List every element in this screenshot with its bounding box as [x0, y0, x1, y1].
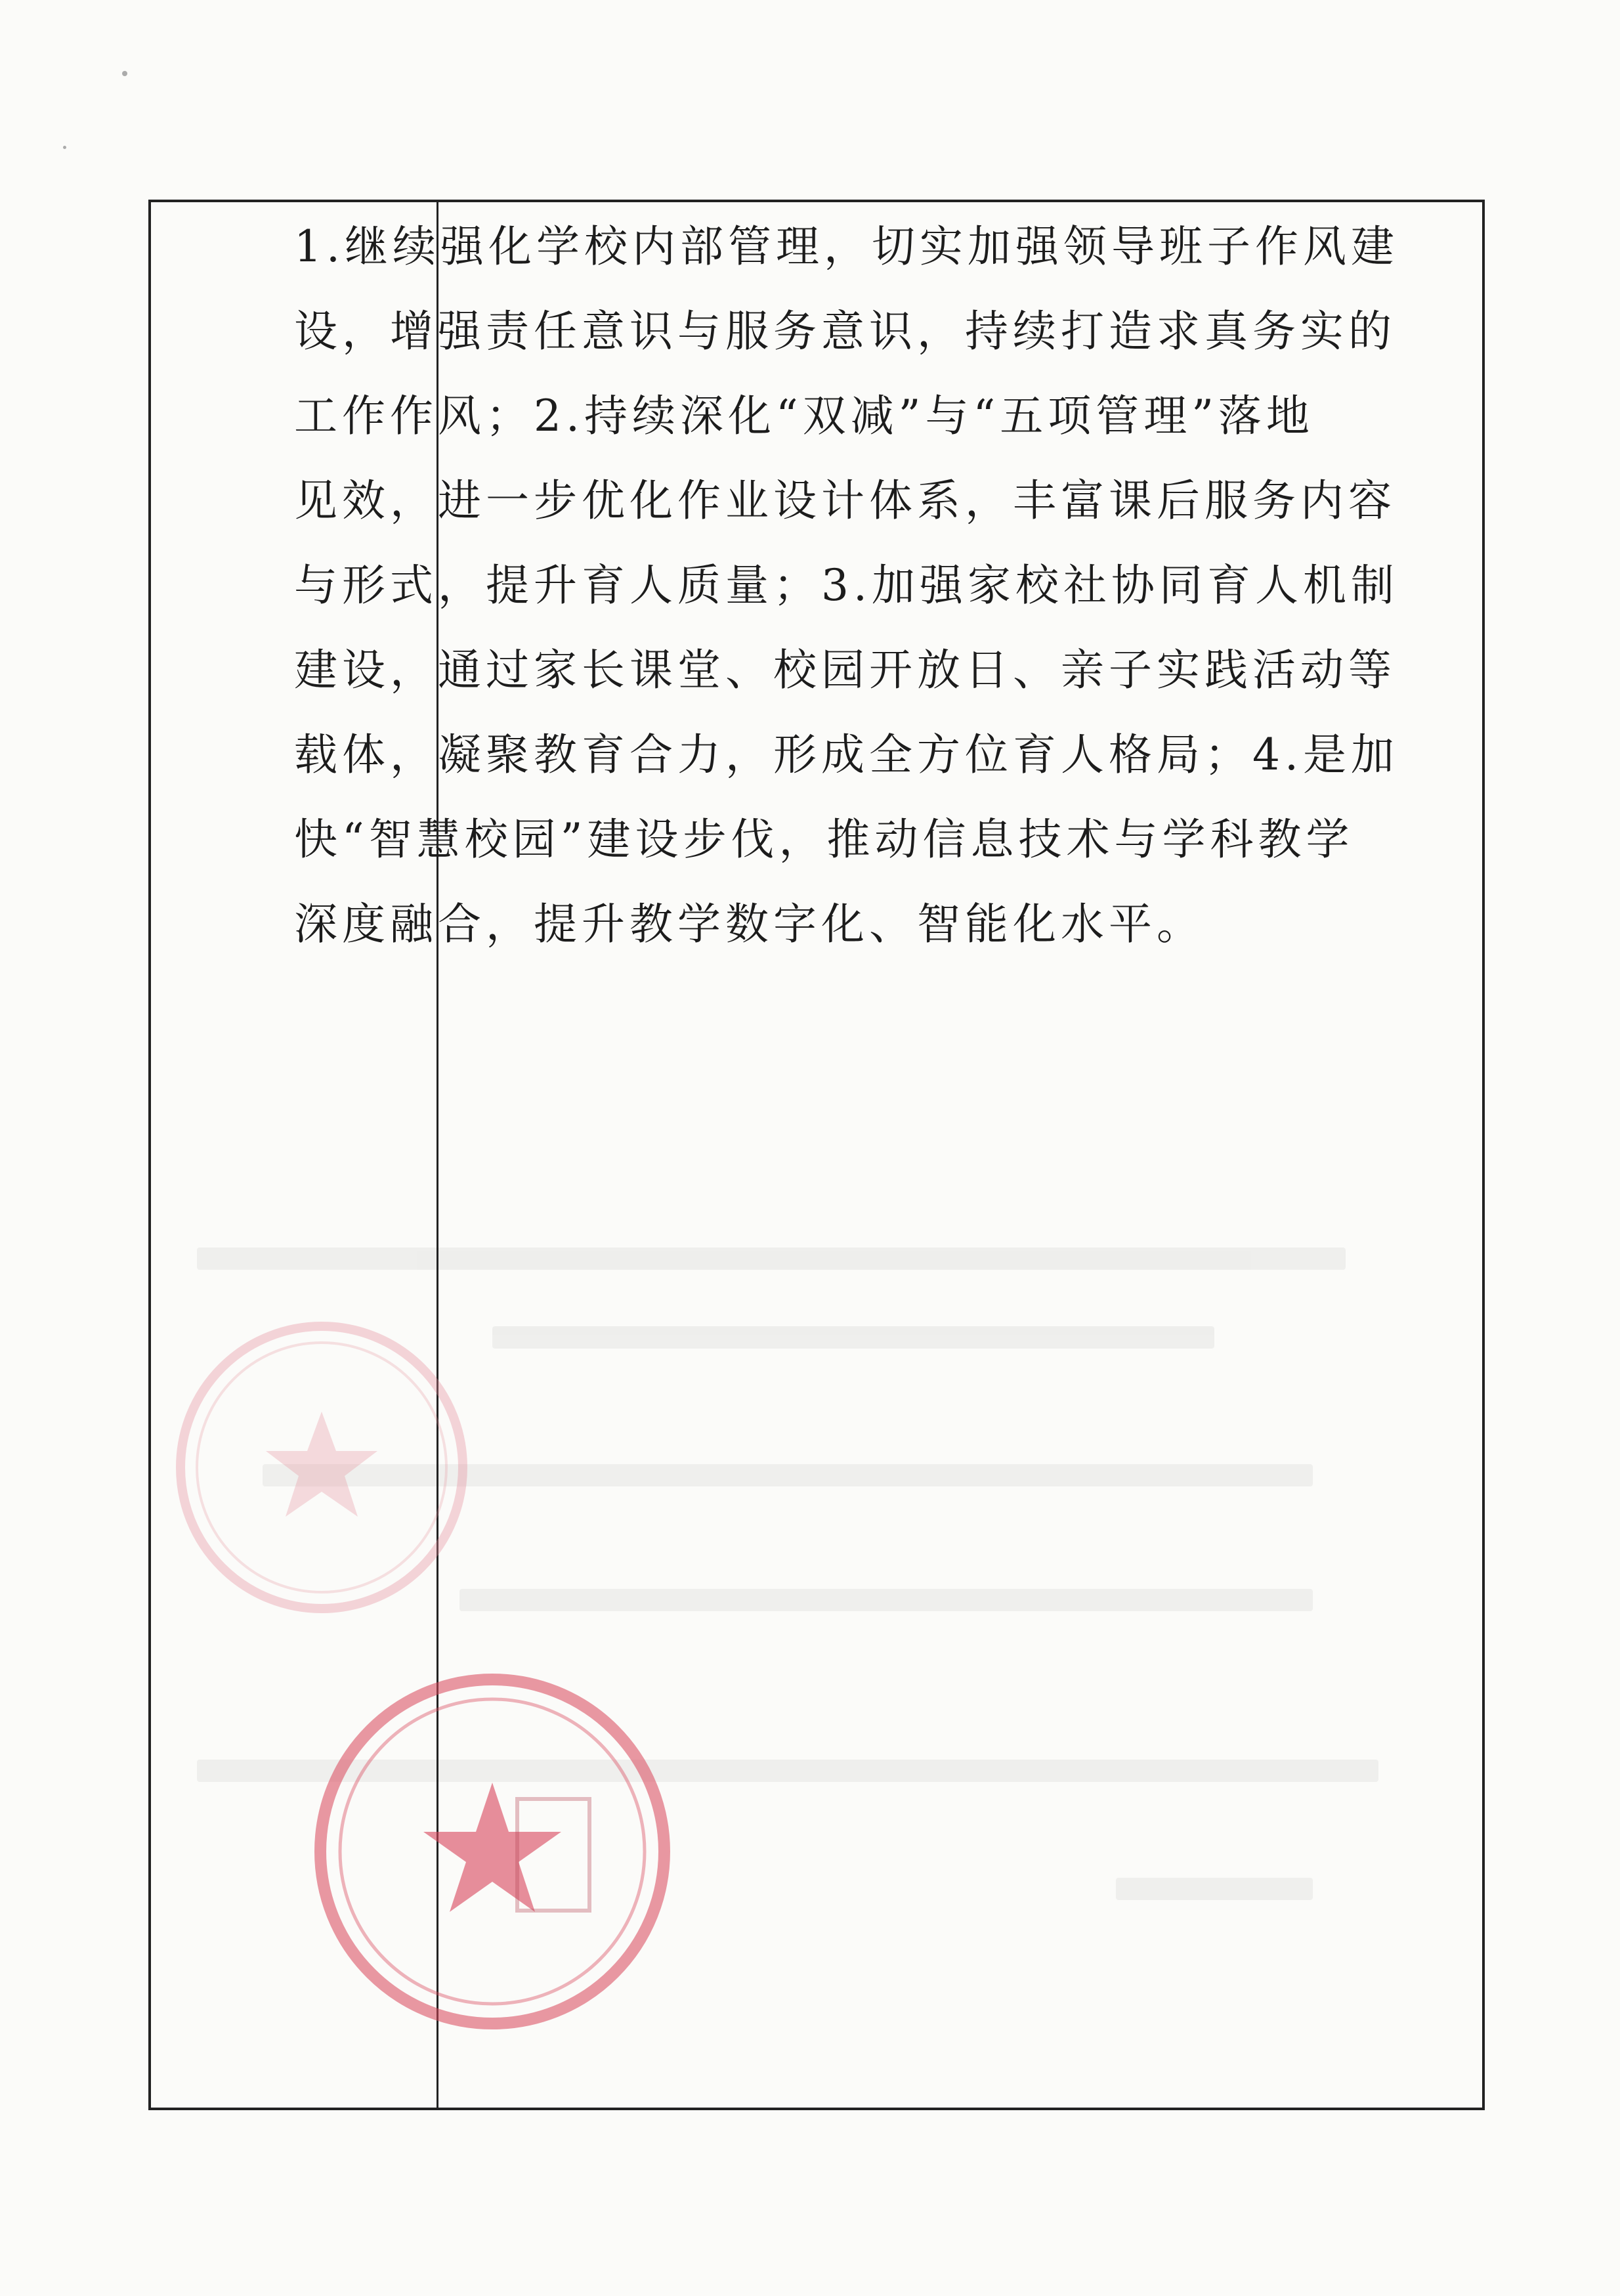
- text-line: 与形式，提升育人质量；3.加强家校社协同育人机制: [294, 560, 1399, 611]
- text-line: 工作作风；2.持续深化“双减”与“五项管理”落地: [294, 391, 1314, 441]
- scan-speck: [63, 146, 66, 149]
- text-line: 深度融合，提升教学数字化、智能化水平。: [294, 899, 1204, 949]
- text-line: 载体，凝聚教育合力，形成全方位育人格局；4.是加: [294, 729, 1399, 780]
- scan-speck: [122, 71, 127, 76]
- text-line: 快“智慧校园”建设步伐，推动信息技术与学科教学: [294, 814, 1354, 865]
- text-line: 设，增强责任意识与服务意识，持续打造求真务实的: [294, 306, 1396, 357]
- text-line: 见效，进一步优化作业设计体系，丰富课后服务内容: [294, 475, 1396, 526]
- text-line: 1.继续强化学校内部管理，切实加强领导班子作风建: [294, 221, 1399, 272]
- text-line: 建设，通过家长课堂、校园开放日、亲子实践活动等: [294, 645, 1396, 695]
